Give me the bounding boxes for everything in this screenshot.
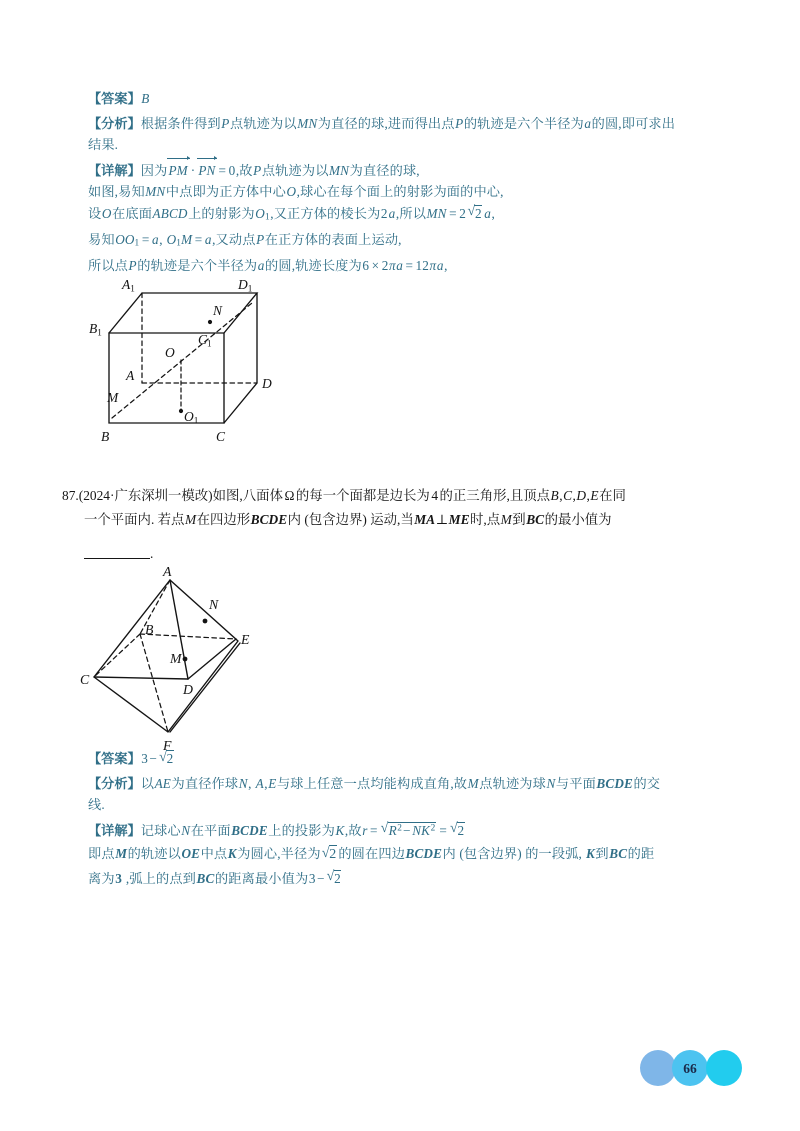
- detail-line-86-3: 设O在底面ABCD上的射影为O1,又正方体的棱长为2a,所以MN = 2 √ 2 a,: [88, 203, 675, 229]
- label-C1: C1: [198, 332, 212, 349]
- octahedron-diagram: [78, 562, 293, 757]
- detail-tag: 【详解】: [88, 822, 141, 838]
- footer-circle-3: [706, 1050, 742, 1086]
- label-C: C: [216, 429, 226, 444]
- analysis-line-86-2: 结果.: [88, 137, 119, 152]
- label-N: N: [213, 303, 223, 318]
- label-A1: A1: [122, 278, 135, 294]
- footer-circle-1: [640, 1050, 676, 1086]
- label-D: D: [262, 376, 272, 391]
- period: .: [150, 546, 154, 561]
- label-B: B: [145, 622, 154, 637]
- detail-line-86-1: 【详解】因为PM · PN = 0,故P点轨迹为以MN为直径的球,: [88, 160, 675, 182]
- detail-line-87-3: 离为3 ,弧上的点到BC的距离最小值为3 − √ 2: [88, 868, 660, 890]
- answer-blank[interactable]: [84, 547, 150, 559]
- solution-87-block: [88, 748, 660, 889]
- answer-tag: 【答案】: [88, 751, 141, 766]
- detail-tag: 【详解】: [88, 162, 141, 178]
- question-source: (2024·广东深圳一模改): [78, 488, 213, 503]
- cube-diagram: [84, 278, 299, 463]
- point-O1-dot: [179, 409, 183, 413]
- detail-line-87-1: 【详解】记球心N在平面BCDE上的投影为K,故r = √ $R^2- NK^2$ = √ 2: [88, 820, 660, 842]
- point-N-dot: [203, 619, 208, 624]
- label-A: A: [126, 368, 135, 383]
- label-O1: O1: [184, 409, 199, 426]
- label-B: B: [101, 429, 110, 444]
- answer-line-87: 【答案】3 − √ 2: [88, 748, 660, 770]
- label-M: M: [107, 390, 119, 405]
- cube-svg: [84, 278, 299, 458]
- analysis-line-87-2: 线.: [88, 797, 105, 812]
- question-87-block: [62, 484, 626, 566]
- question-87-line1: 87.(2024·广东深圳一模改)如图,八面体 Ω 的每一个面都是边长为 4 的正三角形,且顶点B,C,D,E在同: [62, 488, 626, 503]
- label-C: C: [80, 672, 90, 687]
- analysis-line-87-1: 【分析】以AE为直径作球N, A,E与球上任意一点均能构成直角,故M点轨迹为球N与平面BCDE的交: [88, 775, 661, 791]
- label-E: E: [241, 632, 250, 647]
- analysis-tag: 【分析】: [88, 115, 141, 131]
- label-D1: D1: [238, 278, 253, 294]
- page-number: 66: [683, 1061, 697, 1076]
- question-87-line2: 一个平面内. 若点M在四边形BCDE内 (包含边界) 运动,当MA⊥ME时,点M到BC的最小值为: [84, 512, 612, 527]
- question-87-line3: [62, 532, 626, 566]
- detail-line-87-2: 即点M的轨迹以OE中点K为圆心,半径为 √ 2 的圆在四边BCDE内 (包含边界) 的一段弧, K到BC的距: [88, 843, 660, 866]
- answer-line-86: 【答案】B: [88, 91, 150, 106]
- point-N-dot: [208, 320, 212, 324]
- answer-tag: 【答案】: [88, 91, 141, 106]
- label-D: D: [183, 682, 193, 697]
- analysis-tag: 【分析】: [88, 775, 141, 791]
- label-O: O: [165, 345, 175, 360]
- label-F: F: [163, 738, 172, 752]
- label-B1: B1: [89, 321, 102, 338]
- analysis-line-86-1: 【分析】根据条件得到P点轨迹为以MN为直径的球,进而得出点P的轨迹是六个半径为a的圆,即可求出: [88, 115, 676, 131]
- solution-86-block: [88, 88, 675, 276]
- label-M: M: [170, 651, 182, 666]
- detail-line-86-5: 所以点P的轨迹是六个半径为a的圆,轨迹长度为6 × 2πa = 12πa,: [88, 257, 448, 273]
- detail-line-86-4: 易知OO1 = a, O1M = a,又动点P在正方体的表面上运动,: [88, 231, 402, 248]
- point-M-dot: [183, 657, 188, 662]
- question-number: 87.: [62, 488, 79, 503]
- label-A: A: [163, 564, 172, 579]
- footer-decoration: [640, 1048, 760, 1096]
- label-N: N: [209, 597, 219, 612]
- detail-line-86-2: 如图,易知MN中点即为正方体中心O,球心在每个面上的射影为面的中心,: [88, 184, 504, 199]
- octahedron-svg: [78, 562, 293, 752]
